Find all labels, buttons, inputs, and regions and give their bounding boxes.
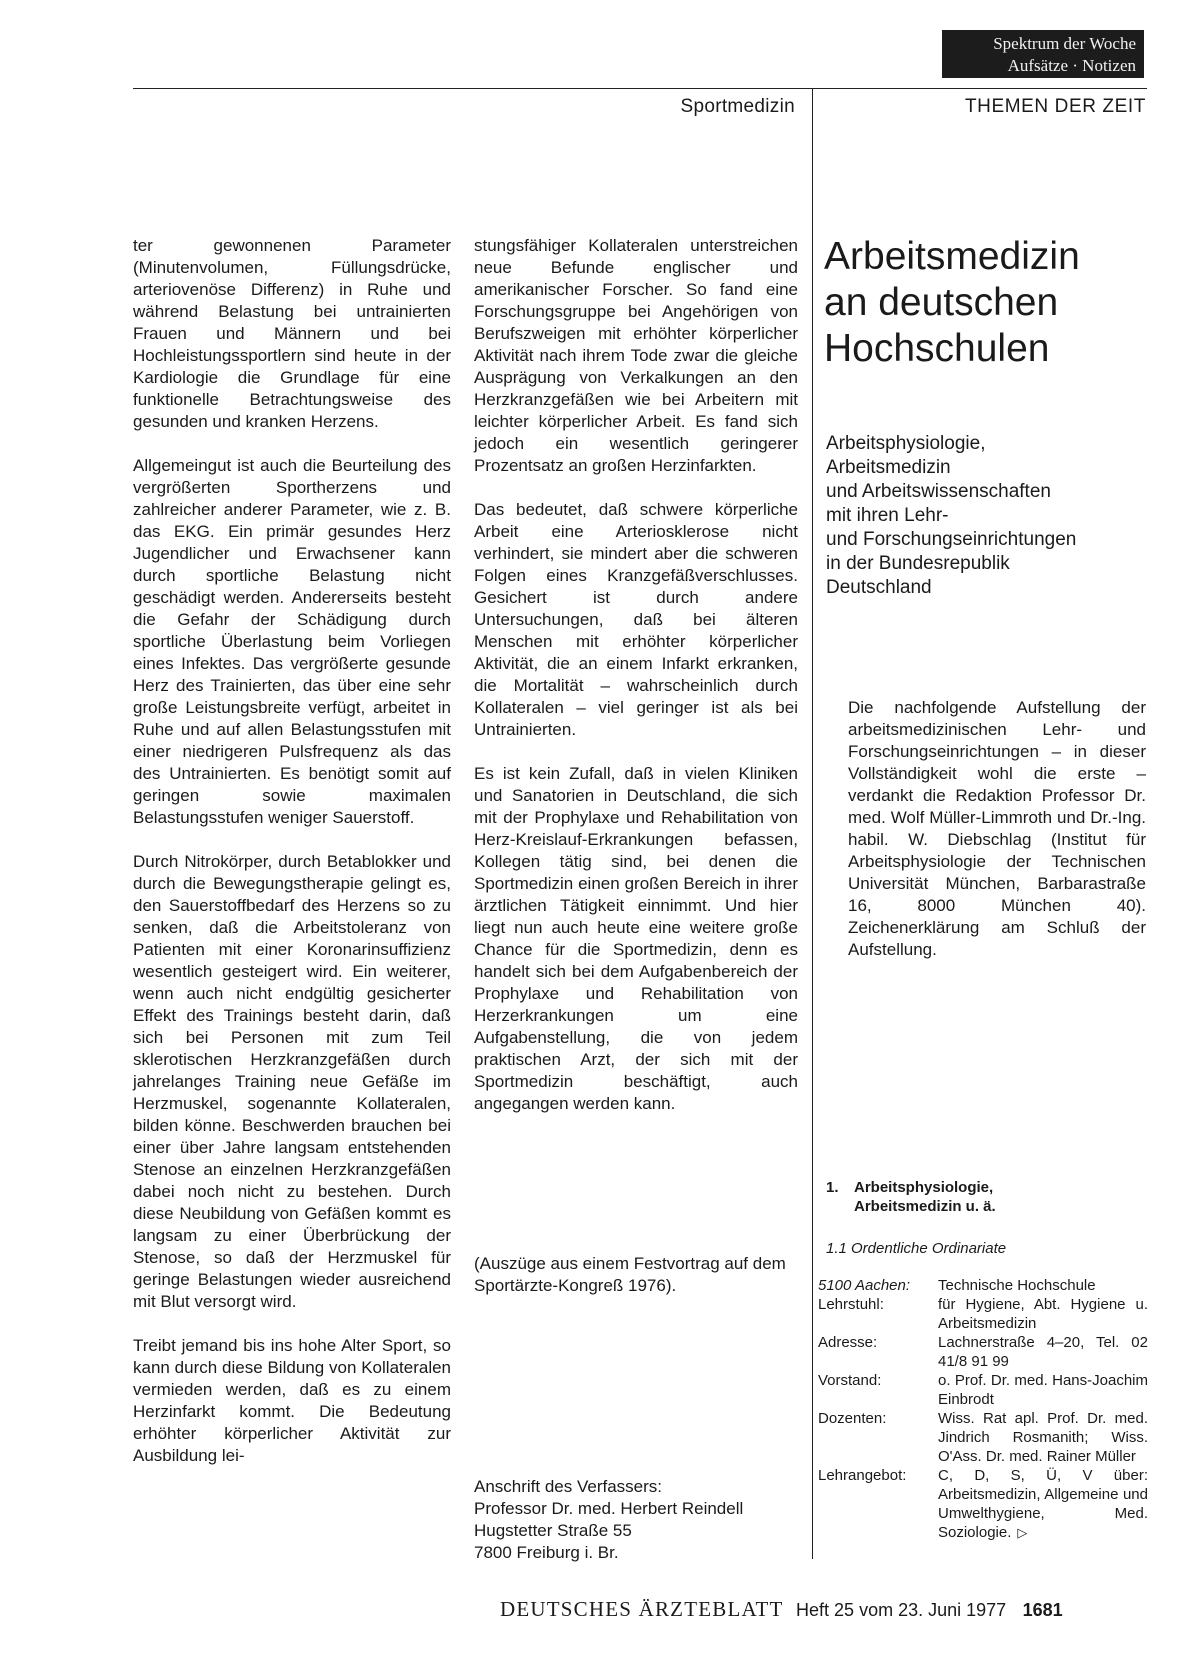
entry-value-text: C, D, S, Ü, V über: Arbeitsmedizin, Allgemeine und Umwelthygiene, Med. Soziologie. — [938, 1467, 1148, 1541]
entry-value: Technische Hochschule — [938, 1277, 1096, 1294]
section-title-line: Arbeitsphysiologie, — [854, 1179, 994, 1196]
title-line: an deutschen — [824, 281, 1059, 324]
section-badge — [942, 30, 1144, 78]
entry-row — [818, 1333, 1148, 1371]
author-address — [474, 1476, 794, 1564]
entry-row — [818, 1276, 1148, 1295]
title-line: Hochschulen — [824, 327, 1050, 370]
address-line: 7800 Freiburg i. Br. — [474, 1543, 619, 1562]
header-rule — [133, 88, 1147, 89]
subsection-heading: 1.1 Ordentliche Ordinariate — [826, 1240, 1007, 1257]
subtitle-line: Deutschland — [826, 577, 932, 598]
page-footer — [500, 1597, 1160, 1622]
badge-line-1: Spektrum der Woche — [993, 34, 1136, 53]
paragraph: Das bedeutet, daß schwere körperliche Arbeit eine Arteriosklerose nicht verhindert, sie mindert aber die schweren Folgen eines Kranzgefäßverschlusses. Gesichert ist durch andere Untersuchungen, daß bei älteren Menschen mit erhöhter körperlicher Aktivität, die an einem Infarkt erkranken, die Mortalität – wahrscheinlich durch Kollateralen – viel geringer ist als bei Untrainierten. — [474, 500, 798, 739]
journal-name: DEUTSCHES ÄRZTEBLATT — [500, 1597, 784, 1621]
paragraph: ter gewonnenen Parameter (Minutenvolumen, Füllungsdrücke, arteriovenöse Differenz) in Ruhe und während Belastung bei untrainierten Frauen und Männern und bei Hochleistungssportlern sind heute in der Kardiologie die Grundlage für eine funktionelle Betrachtungsweise des gesunden und kranken Herzens. — [133, 236, 451, 431]
article-subtitle — [826, 432, 1156, 600]
article-intro: Die nachfolgende Aufstellung der arbeitsmedizinischen Lehr- und Forschungseinrichtungen – in dieser Vollständigkeit wohl die erste – verdankt die Redaktion Professor Dr. med. Wolf Müller-Limmroth und Dr.-Ing. habil. W. Diebschlag (Institut für Arbeitsphysiologie der Technischen Universität München, Barbarastraße 16, 8000 München 40). Zeichenerklärung am Schluß der Aufstellung. — [848, 698, 1146, 959]
entry-row — [818, 1466, 1148, 1542]
entry-label: 5100 Aachen: — [818, 1277, 911, 1294]
section-label-themen: THEMEN DER ZEIT — [964, 96, 1146, 117]
institution-entry — [818, 1276, 1148, 1542]
subtitle-line: und Forschungseinrichtungen — [826, 529, 1077, 550]
paragraph: Durch Nitrokörper, durch Betablokker und durch die Bewegungstherapie gelingt es, den Sauerstoffbedarf des Herzens so zu senken, daß die Arbeitstoleranz von Patienten mit einer Koronarinsuffizienz wesentlich gesteigert wird. Ein weiterer, wenn auch nicht endgültig gesicherter Effekt des Trainings besteht darin, daß sich bei Personen mit zum Teil sklerotischen Herzkranzgefäßen durch jahrelanges Training neue Gefäße im Herzmuskel, sogenannte Kollateralen, bilden könne. Beschwerden brauchen bei einer über Jahre langsam entstehenden Stenose an einzelnen Herzkranzgefäßen dabei noch nicht zu bestehen. Durch diese Neubildung von Gefäßen kommt es langsam zu einer Überbrückung der Stenose, so daß der Herzmuskel für geringe Belastungen wieder ausreichend mit Blut versorgt wird. — [133, 852, 451, 1311]
entry-value: für Hygiene, Abt. Hygiene u. Arbeitsmedizin — [938, 1296, 1148, 1332]
excerpt-note: (Auszüge aus einem Festvortrag auf dem Sportärzte-Kongreß 1976). — [474, 1254, 786, 1295]
section-title-line: Arbeitsmedizin u. ä. — [854, 1198, 996, 1215]
entry-value — [938, 1466, 1148, 1542]
entry-value: Wiss. Rat apl. Prof. Dr. med. Jindrich Rosmanith; Wiss. O'Ass. Dr. med. Rainer Müller — [938, 1410, 1148, 1465]
section-label-sportmedizin: Sportmedizin — [680, 96, 795, 117]
article-column-2 — [474, 235, 798, 1137]
subtitle-line: mit ihren Lehr- — [826, 505, 949, 526]
page-number: 1681 — [1022, 1600, 1063, 1620]
subtitle-line: in der Bundesrepublik — [826, 553, 1010, 574]
address-line: Professor Dr. med. Herbert Reindell — [474, 1499, 744, 1518]
entry-row — [818, 1371, 1148, 1409]
entry-value: Lachnerstraße 4–20, Tel. 02 41/8 91 99 — [938, 1334, 1148, 1370]
entry-label: Adresse: — [818, 1334, 878, 1351]
paragraph: Es ist kein Zufall, daß in vielen Kliniken und Sanatorien in Deutschland, die sich mit der Prophylaxe und Rehabilitation von Herz-Kreislauf-Erkrankungen befassen, Kollegen tätig sind, bei denen die Sportmedizin einen großen Bereich in ihrer ärztlichen Tätigkeit einnimmt. Und hier liegt nun auch heute eine weitere große Chance für die Sportmedizin, denn es handelt sich bei dem Aufgabenbereich der Prophylaxe und Rehabilitation von Herzerkrankungen um eine Aufgabenstellung, die von jedem praktischen Arzt, der sich mit der Sportmedizin beschäftigt, auch angegangen werden kann. — [474, 764, 798, 1113]
paragraph: Allgemeingut ist auch die Beurteilung des vergrößerten Sportherzens und zahlreicher anderer Parameter, wie z. B. das EKG. Ein primär gesundes Herz Jugendlicher und Erwachsener kann durch sportliche Belastung nicht geschädigt werden. Andererseits besteht die Gefahr der Schädigung durch sportliche Überlastung beim Vorliegen eines Infektes. Das vergrößerte gesunde Herz des Trainierten, das über eine sehr große Leistungsbreite verfügt, arbeitet in Ruhe und auf allen Belastungsstufen mit einer niedrigeren Pulsfrequenz als das des Untrainierten. Es benötigt somit auf geringen sowie maximalen Belastungsstufen weniger Sauerstoff. — [133, 456, 451, 827]
entry-value: o. Prof. Dr. med. Hans-Joachim Einbrodt — [938, 1372, 1148, 1408]
section-number: 1. — [826, 1179, 839, 1196]
badge-line-2: Aufsätze · Notizen — [1007, 56, 1136, 75]
address-line: Hugstetter Straße 55 — [474, 1521, 632, 1540]
entry-row — [818, 1295, 1148, 1333]
subtitle-line: Arbeitsmedizin — [826, 457, 951, 478]
article-column-1 — [133, 235, 451, 1489]
section-title — [854, 1178, 996, 1216]
entry-label: Lehrangebot: — [818, 1467, 907, 1484]
address-line: Anschrift des Verfassers: — [474, 1477, 663, 1496]
entry-row — [818, 1409, 1148, 1466]
continue-arrow-icon: ▷ — [1017, 1525, 1028, 1540]
issue-info: Heft 25 vom 23. Juni 1977 — [796, 1600, 1007, 1620]
entry-label: Lehrstuhl: — [818, 1296, 884, 1313]
title-line: Arbeitsmedizin — [824, 235, 1080, 278]
paragraph: Treibt jemand bis ins hohe Alter Sport, so kann durch diese Bildung von Kollateralen vermieden werden, daß es zu einem Herzinfarkt kommt. Die Bedeutung erhöhter körperlicher Aktivität zur Ausbildung lei- — [133, 1336, 451, 1465]
subtitle-line: Arbeitsphysiologie, — [826, 433, 986, 454]
column-divider — [812, 88, 813, 1559]
subtitle-line: und Arbeitswissenschaften — [826, 481, 1051, 502]
article-title — [824, 234, 1154, 372]
entry-label: Vorstand: — [818, 1372, 882, 1389]
entry-label: Dozenten: — [818, 1410, 887, 1427]
paragraph: stungsfähiger Kollateralen unterstreichen neue Befunde englischer und amerikanischer Forscher. So fand eine Forschungsgruppe bei Angehörigen von Berufszweigen mit erhöhter körperlicher Aktivität nach ihrem Tode zwar die gleiche Ausprägung von Verkalkungen an den Herzkranzgefäßen wie bei Arbeitern mit leichter körperlicher Arbeit. Es fand sich jedoch ein wesentlich geringerer Prozentsatz an großen Herzinfarkten. — [474, 236, 798, 475]
